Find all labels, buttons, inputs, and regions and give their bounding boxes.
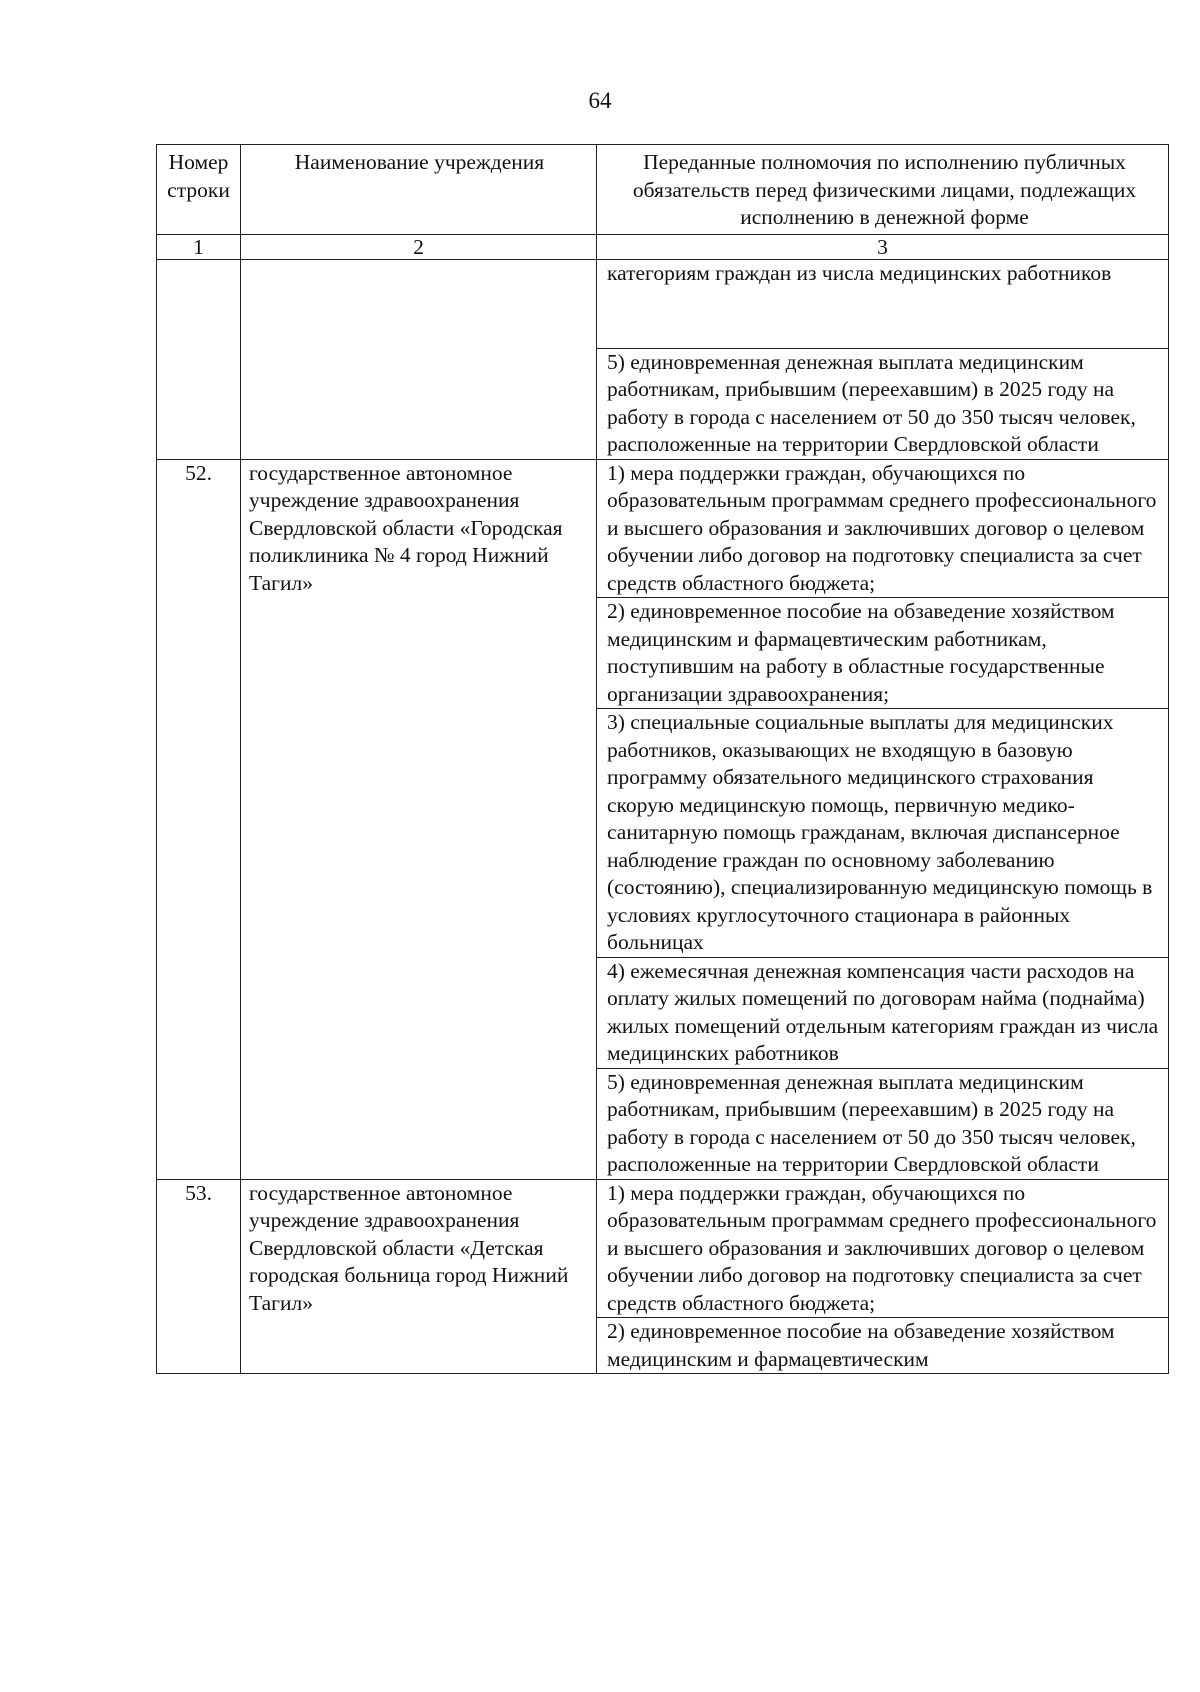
row-number-empty bbox=[157, 259, 241, 459]
table-row bbox=[157, 1179, 1169, 1318]
obligation-item: 1) мера поддержки граждан, обучающихся по образовательным программам среднего профессионального и высшего образования и заключивших договор о целевом обучении либо договор на подготовку специалиста за счет средств областного бюджета; bbox=[597, 459, 1169, 598]
obligations-table bbox=[156, 144, 1169, 1374]
obligation-item: 5) единовременная денежная выплата медицинским работникам, прибывшим (переехавшим) в 2025 году на работу в города с населением от 50 до 350 тысяч человек, расположенные на территории Свердловской области bbox=[597, 1068, 1169, 1179]
row-number: 53. bbox=[157, 1179, 241, 1374]
obligation-item: 4) ежемесячная денежная компенсация части расходов на оплату жилых помещений по договорам найма (поднайма) жилых помещений отдельным категориям граждан из числа медицинских работников bbox=[597, 957, 1169, 1068]
obligation-item: категориям граждан из числа медицинских работников bbox=[597, 259, 1169, 348]
table-row bbox=[157, 459, 1169, 598]
column-number-3: 3 bbox=[597, 234, 1169, 259]
obligation-item: 2) единовременное пособие на обзаведение хозяйством медицинским и фармацевтическим работникам, поступившим на работу в областные государственные организации здравоохранения; bbox=[597, 598, 1169, 709]
table-header-row bbox=[157, 145, 1169, 235]
page-number: 64 bbox=[588, 88, 612, 113]
obligation-item: 3) специальные социальные выплаты для медицинских работников, оказывающих не входящую в базовую программу обязательного медицинского страхования скорую медицинскую помощь, первичную медико-санитарную помощь гражданам, включая диспансерное наблюдение граждан по основному заболеванию (состоянию), специализированную медицинскую помощь в условиях круглосуточного стационара в районных больницах bbox=[597, 709, 1169, 958]
institution-name: государственное автономное учреждение здравоохранения Свердловской области «Городская поликлиника № 4 город Нижний Тагил» bbox=[241, 459, 597, 1179]
header-institution: Наименование учреждения bbox=[241, 145, 597, 235]
row-number: 52. bbox=[157, 459, 241, 1179]
column-number-1: 1 bbox=[157, 234, 241, 259]
table-row bbox=[157, 259, 1169, 348]
institution-empty bbox=[241, 259, 597, 459]
header-obligations: Переданные полномочия по исполнению публичных обязательств перед физическими лицами, подлежащих исполнению в денежной форме bbox=[597, 145, 1169, 235]
obligation-item: 1) мера поддержки граждан, обучающихся по образовательным программам среднего профессионального и высшего образования и заключивших договор о целевом обучении либо договор на подготовку специалиста за счет средств областного бюджета; bbox=[597, 1179, 1169, 1318]
column-number-2: 2 bbox=[241, 234, 597, 259]
obligation-item: 5) единовременная денежная выплата медицинским работникам, прибывшим (переехавшим) в 2025 году на работу в города с населением от 50 до 350 тысяч человек, расположенные на территории Свердловской области bbox=[597, 348, 1169, 459]
obligation-item: 2) единовременное пособие на обзаведение хозяйством медицинским и фармацевтическим bbox=[597, 1318, 1169, 1374]
institution-name: государственное автономное учреждение здравоохранения Свердловской области «Детская городская больница город Нижний Тагил» bbox=[241, 1179, 597, 1374]
header-row-number: Номер строки bbox=[157, 145, 241, 235]
column-numbers-row bbox=[157, 234, 1169, 259]
